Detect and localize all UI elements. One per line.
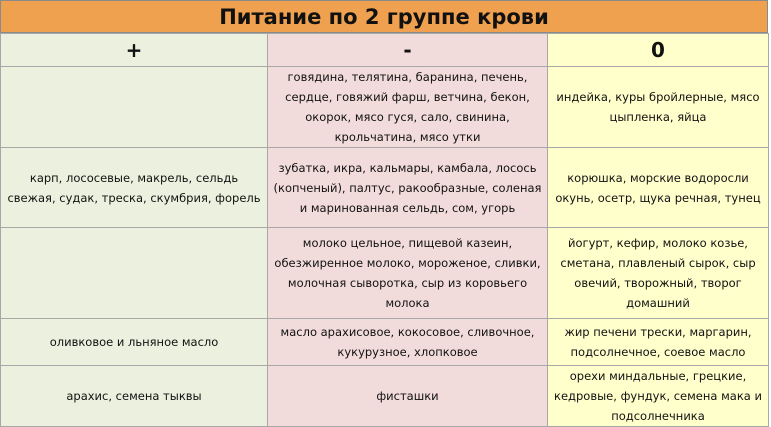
column-header-plus: +	[1, 34, 268, 67]
food-table	[0, 33, 769, 427]
table-row	[1, 228, 769, 319]
cell-plus: карп, лососевые, макрель, сельдь свежая, судак, треска, скумбрия, форель	[1, 148, 268, 228]
column-header-zero: 0	[548, 34, 769, 67]
cell-zero: жир печени трески, маргарин, подсолнечное, соевое масло	[548, 319, 769, 366]
cell-minus: говядина, телятина, баранина, печень, сердце, говяжий фарш, ветчина, бекон, окорок, мясо гуся, сало, свинина, крольчатина, мясо утки	[268, 67, 548, 148]
cell-plus	[1, 67, 268, 148]
cell-zero: йогурт, кефир, молоко козье, сметана, плавленый сырок, сыр овечий, творожный, творог домашний	[548, 228, 769, 319]
cell-zero: орехи миндальные, грецкие, кедровые, фундук, семена мака и подсолнечника	[548, 366, 769, 427]
column-header-minus: -	[268, 34, 548, 67]
cell-minus: молоко цельное, пищевой казеин, обезжиренное молоко, мороженое, сливки, молочная сыворотка, сыр из коровьего молока	[268, 228, 548, 319]
cell-zero: корюшка, морские водоросли окунь, осетр, щука речная, тунец	[548, 148, 769, 228]
table-row	[1, 319, 769, 366]
table-row	[1, 67, 769, 148]
cell-minus: зубатка, икра, кальмары, камбала, лосось (копченый), палтус, ракообразные, соленая и маринованная сельдь, сом, угорь	[268, 148, 548, 228]
table-row	[1, 148, 769, 228]
cell-plus: оливковое и льняное масло	[1, 319, 268, 366]
page-title: Питание по 2 группе крови	[0, 0, 768, 33]
cell-minus: масло арахисовое, кокосовое, сливочное, кукурузное, хлопковое	[268, 319, 548, 366]
table-row	[1, 366, 769, 427]
cell-minus: фисташки	[268, 366, 548, 427]
header-row	[1, 34, 769, 67]
cell-plus: арахис, семена тыквы	[1, 366, 268, 427]
cell-plus	[1, 228, 268, 319]
cell-zero: индейка, куры бройлерные, мясо цыпленка, яйца	[548, 67, 769, 148]
